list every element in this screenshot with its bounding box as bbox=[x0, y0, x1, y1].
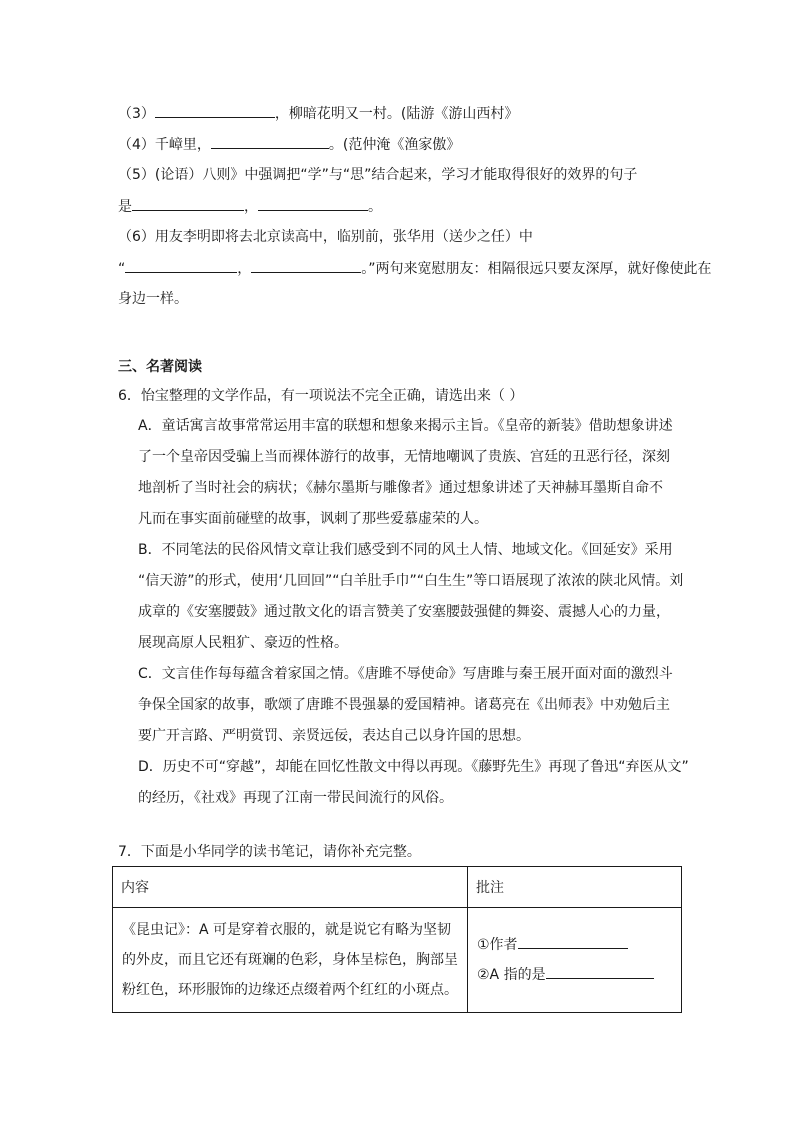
item-6-text: 身边一样。 bbox=[118, 291, 188, 307]
item-4-suffix: 。(范仲淹《渔家傲》 bbox=[328, 137, 461, 153]
item-5-text: （5）(论语）八则》中强调把“学”与“思”结合起来，学习才能取得很好的效界的句子 bbox=[118, 167, 638, 183]
content-cell bbox=[113, 908, 468, 1013]
item-6-line-1 bbox=[118, 227, 533, 247]
note-cell bbox=[468, 908, 682, 1013]
note-a-refers bbox=[469, 960, 680, 990]
option-c-line: 争保全国家的故事，歌颂了唐雎不畏强暴的爱国精神。诸葛亮在《出师表》中劝勉后主 bbox=[138, 697, 670, 713]
note-a-label: ②A 指的是 bbox=[477, 967, 546, 983]
note-author bbox=[469, 930, 680, 960]
header-content: 内容 bbox=[113, 867, 468, 908]
option-b-line: 成章的《安塞腰鼓》通过散文化的语言赞美了安塞腰鼓强健的舞姿、震撼人心的力量， bbox=[138, 604, 670, 620]
option-a-line: A．童话寓言故事常常运用丰富的联想和想象来揭示主旨。《皇帝的新装》借助想象讲述 bbox=[138, 418, 673, 434]
option-a-line: 凡而在事实面前碰壁的故事，讽刺了那些爱慕虚荣的人。 bbox=[138, 511, 488, 527]
item-3-suffix: ，柳暗花明又一村。(陆游《游山西村》 bbox=[274, 106, 519, 122]
item-6-separator: ， bbox=[237, 261, 252, 277]
table-header-row bbox=[113, 867, 682, 908]
answer-blank[interactable] bbox=[546, 964, 654, 979]
item-6-text: （6）用友李明即将去北京读高中，临别前，张华用（送少之任）中 bbox=[118, 229, 533, 245]
item-6-line-3 bbox=[118, 289, 188, 309]
content-line: 的外皮，而且它还有斑斓的色彩，身体呈棕色，胸部呈 bbox=[122, 952, 458, 968]
option-b-line: “信天游”的形式，使用‘几回回”“白羊肚手巾”“白生生”等口语展现了浓浓的陕北风情。刘 bbox=[138, 573, 684, 589]
option-d-line: 的经历，《社戏》再现了江南一带民间流行的风俗。 bbox=[138, 790, 453, 806]
item-5-separator: ， bbox=[244, 199, 258, 215]
answer-blank[interactable] bbox=[132, 196, 244, 211]
answer-blank[interactable] bbox=[251, 258, 361, 273]
item-5-line-2 bbox=[118, 196, 382, 217]
item-4-prefix: （4）千嶂里， bbox=[118, 137, 211, 153]
item-5-end: 。 bbox=[368, 199, 382, 215]
option-b-line: 展现高原人民粗犷、豪迈的性格。 bbox=[138, 635, 348, 651]
item-6-suffix: 。”两句来宽慰朋友：相隔很远只要友深厚，就好像使此在 bbox=[361, 261, 712, 277]
answer-blank[interactable] bbox=[125, 258, 237, 273]
item-5-prefix: 是 bbox=[118, 199, 132, 215]
content-line: 粉红色，环形服饰的边缘还点缀着两个红红的小斑点。 bbox=[122, 982, 458, 998]
item-3 bbox=[118, 103, 518, 124]
option-c-line: C．文言佳作每每蕴含着家国之情。《唐雎不辱使命》写唐雎与秦王展开面对面的激烈斗 bbox=[138, 666, 673, 682]
option-a-line: 地剖析了当时社会的病状；《赫尔墨斯与雕像者》通过想象讲述了天神赫耳墨斯自命不 bbox=[138, 480, 663, 496]
item-4 bbox=[118, 134, 460, 155]
question-7-stem: 7．下面是小华同学的读书笔记，请你补充完整。 bbox=[118, 844, 421, 860]
option-c-line: 要广开言路、严明赏罚、亲贤远佞，表达自己以身许国的思想。 bbox=[138, 728, 530, 744]
item-6-prefix: “ bbox=[118, 261, 126, 277]
answer-blank[interactable] bbox=[258, 196, 368, 211]
section-heading: 三、名著阅读 bbox=[118, 359, 202, 375]
answer-blank[interactable] bbox=[518, 934, 628, 949]
answer-blank[interactable] bbox=[155, 103, 275, 118]
header-note: 批注 bbox=[468, 867, 682, 908]
option-a-line: 了一个皇帝因受骗上当而裸体游行的故事，无情地嘲讽了贵族、宫廷的丑恶行径，深刻 bbox=[138, 449, 670, 465]
option-d-line: D．历史不可“穿越”，却能在回忆性散文中得以再现。《藤野先生》再现了鲁迅“弃医从文” bbox=[138, 759, 689, 775]
content-line: 《昆虫记》：A 可是穿着衣服的，就是说它有略为坚韧 bbox=[122, 922, 452, 938]
item-5-line-1 bbox=[118, 165, 637, 185]
reading-notes-table bbox=[112, 866, 682, 1013]
option-b-line: B．不同笔法的民俗风情文章让我们感受到不同的风土人情、地域文化。《回延安》采用 bbox=[138, 542, 673, 558]
table-row bbox=[113, 908, 682, 1013]
item-3-prefix: （3） bbox=[118, 106, 155, 122]
answer-blank[interactable] bbox=[211, 134, 329, 149]
question-6-stem: 6．怡宝整理的文学作品，有一项说法不完全正确，请选出来（ ） bbox=[118, 388, 524, 404]
note-author-label: ①作者 bbox=[477, 937, 518, 953]
item-6-line-2 bbox=[118, 258, 712, 279]
